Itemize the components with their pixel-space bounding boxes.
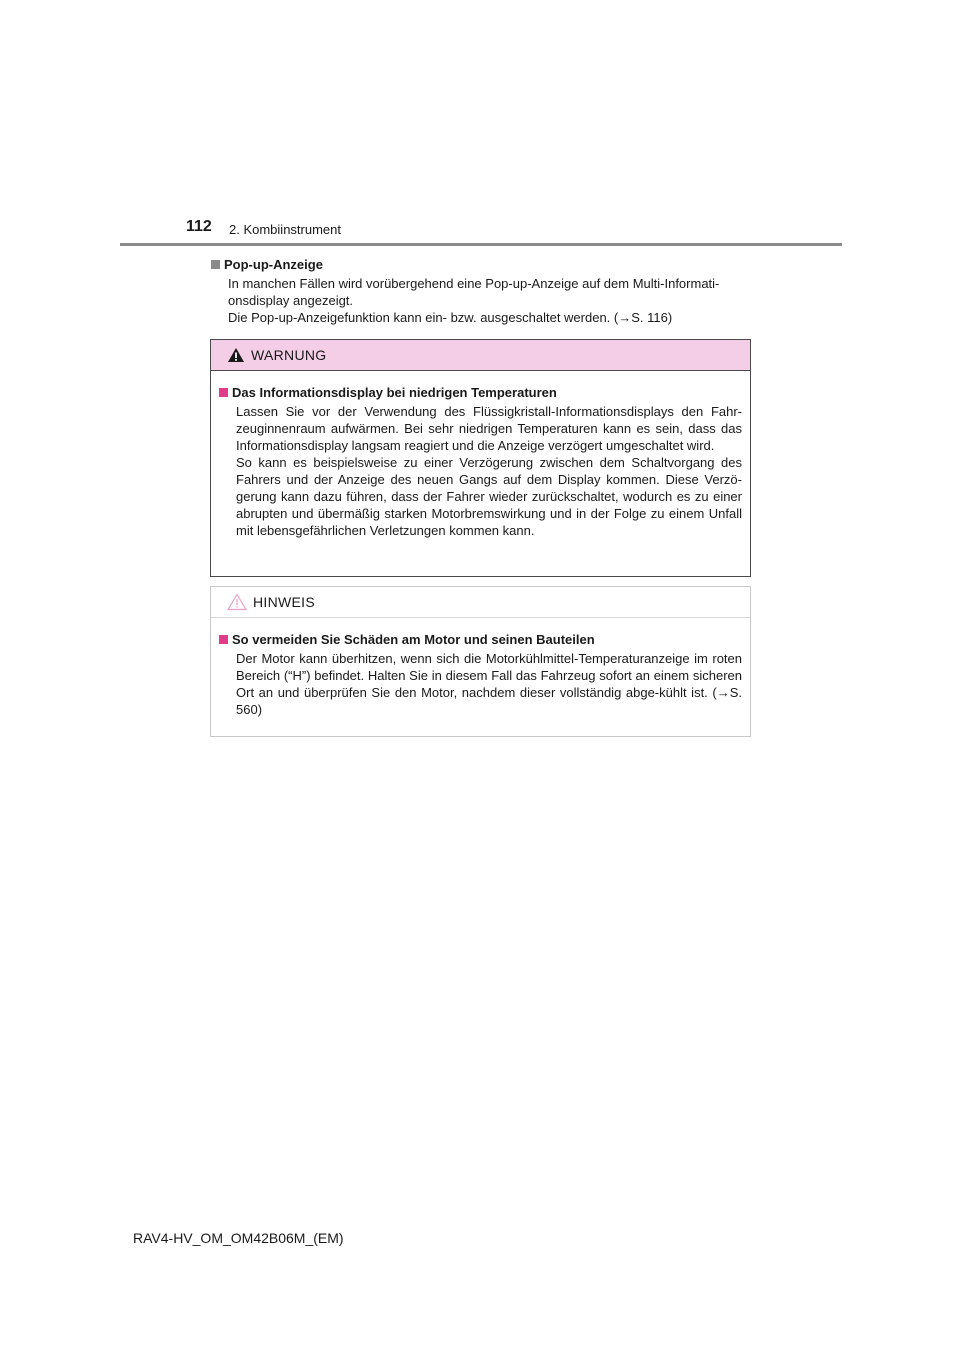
- notice-header: [211, 587, 750, 618]
- warning-label: WARNUNG: [251, 347, 327, 363]
- warning-paragraph-2: So kann es beispielsweise zu einer Verzögerung zwischen dem Schaltvorgang des Fahrers und der Anzeige des neuen Gangs auf dem Display kommen. Diese Verzö-gerung kann dazu führen, dass der Fahrer wieder zurückschaltet, wodurch es zu einer abrupten und übermäßig starken Motorbremswirkung und in der Folge zu einem Unfall mit lebensgefährlichen Verletzungen kommen kann.: [236, 455, 742, 538]
- warning-triangle-outline-icon: [227, 593, 247, 611]
- popup-heading: Pop-up-Anzeige: [224, 257, 323, 272]
- notice-body: [211, 618, 750, 718]
- popup-line-3: Die Pop-up-Anzeigefunktion kann ein- bzw. ausgeschaltet werden. (→S. 116): [228, 310, 673, 325]
- warning-header: [211, 340, 750, 371]
- popup-line-1: In manchen Fällen wird vorübergehend eine Pop-up-Anzeige auf dem Multi-Informati-: [228, 276, 720, 291]
- popup-line-2: onsdisplay angezeigt.: [228, 293, 354, 308]
- footer-code: RAV4-HV_OM_OM42B06M_(EM): [133, 1230, 344, 1246]
- notice-paragraph: Der Motor kann überhitzen, wenn sich die Motorkühlmittel-Temperaturanzeige im roten Bereich (“H”) befindet. Halten Sie in diesem Fall das Fahrzeug sofort an einem sicheren Ort an und überprüfen Sie den Motor, nachdem dieser vollständig abge-kühlt ist. (→S. 560): [236, 651, 742, 717]
- warning-paragraph-1: Lassen Sie vor der Verwendung des Flüssigkristall-Informationsdisplays den Fahr-zeuginnenraum aufwärmen. Bei sehr niedrigen Temperaturen kann es sein, dass das Informationsdisplay langsam reagiert und die Anzeige verzögert umgeschaltet wird.: [236, 404, 742, 453]
- warning-box: [210, 339, 751, 577]
- square-bullet-icon: [211, 260, 220, 269]
- notice-heading: So vermeiden Sie Schäden am Motor und seinen Bauteilen: [232, 632, 595, 647]
- header-divider: [120, 243, 842, 246]
- warning-triangle-filled-icon: [227, 347, 245, 363]
- square-bullet-icon: [219, 388, 228, 397]
- warning-heading-row: [219, 384, 742, 401]
- square-bullet-icon: [219, 635, 228, 644]
- notice-box: [210, 586, 751, 737]
- popup-heading-row: [211, 256, 751, 273]
- notice-label: HINWEIS: [253, 594, 315, 610]
- popup-section: [211, 256, 751, 326]
- warning-heading: Das Informationsdisplay bei niedrigen Temperaturen: [232, 385, 557, 400]
- page-number: 112: [186, 218, 212, 235]
- chapter-title: 2. Kombiinstrument: [229, 222, 341, 237]
- warning-body: [211, 371, 750, 539]
- notice-heading-row: [219, 631, 742, 648]
